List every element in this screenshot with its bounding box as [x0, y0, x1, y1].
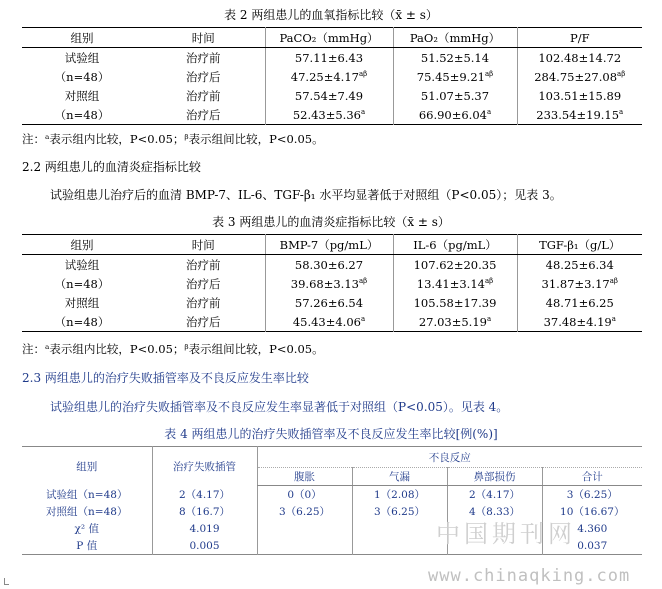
table4-cell-total-value: 0.037 [577, 539, 608, 552]
table4-header-total: 合计 [542, 468, 642, 486]
table4-cell-label-value: χ² 值 [74, 523, 99, 535]
table3-cell-col1-significance-mark: a [360, 314, 366, 323]
table2-cell-col1-value: 57.54±7.49 [294, 88, 364, 103]
table2-cell-col2 [393, 67, 517, 86]
table2 [22, 27, 642, 125]
table2-cell-col3-value: 284.75±27.08 [534, 69, 618, 84]
table3-cell-col1 [265, 255, 393, 275]
table3-row [22, 274, 642, 293]
table3-cell-col3-value: 37.48±4.19 [543, 314, 612, 329]
table2-row [22, 86, 642, 105]
table2-cell-time-value: 治疗后 [186, 69, 221, 84]
table2-cell-col1-value: 57.11±6.43 [294, 50, 364, 65]
table2-cell-col2-value: 51.07±5.37 [420, 88, 490, 103]
table4-header-row [22, 447, 642, 468]
table3-cell-col1-significance-mark: aβ [358, 276, 368, 285]
table3-cell-col2-value: 105.58±17.39 [413, 295, 497, 310]
table4-cell-nasal-injury-value: 2（4.17） [468, 489, 521, 501]
table3-cell-col2 [393, 255, 517, 275]
table4-cell-fail-value: 4.019 [189, 522, 220, 535]
table3-cell-group-value: （n=48） [54, 276, 110, 291]
table3-cell-time [142, 293, 265, 312]
table2-note: 注：ᵃ表示组内比较，P<0.05；ᵝ表示组间比较，P<0.05。 [22, 132, 324, 146]
table2-cell-col1-significance-mark: aβ [358, 69, 368, 78]
table3-cell-col2-value: 107.62±20.35 [413, 257, 497, 272]
table3-cell-col2-value: 13.41±3.14 [416, 276, 485, 291]
table4-header-air-leak: 气漏 [352, 468, 447, 486]
table4-cell-air-leak-value: 1（2.08） [373, 489, 426, 501]
table4-cell-nasal-injury-value: 4（8.33） [468, 506, 521, 518]
table3-cell-col3-value: 48.71±6.25 [545, 295, 614, 310]
table4-cell-total-value: 3（6.25） [566, 489, 618, 501]
table3-cell-col3-value: 48.25±6.34 [545, 257, 614, 272]
table3-cell-time [142, 274, 265, 293]
table3-cell-col2 [393, 274, 517, 293]
corner-mark [4, 578, 9, 585]
table3-cell-time-value: 治疗前 [186, 295, 221, 310]
table4-cell-bloating [257, 486, 352, 504]
watermark-cn: 中国期刊网 [436, 520, 576, 548]
table2-cell-group [22, 48, 142, 68]
table2-cell-group-value: 对照组 [64, 88, 100, 103]
table2-row [22, 48, 642, 68]
table4-cell-total-value: 10（16.67） [560, 506, 625, 518]
table2-cell-col2 [393, 105, 517, 125]
table3-cell-col3 [517, 312, 642, 332]
table4-cell-fail [152, 537, 257, 555]
table2-cell-col1-value: 47.25±4.17 [290, 69, 359, 84]
table3-cell-col3 [517, 255, 642, 275]
watermark-url: www.chinaqking.com [428, 566, 631, 586]
table4-cell-nasal-injury [447, 486, 542, 504]
table4-cell-bloating [257, 503, 352, 520]
table3-cell-col3 [517, 274, 642, 293]
table3-row [22, 312, 642, 332]
table3-cell-time-value: 治疗后 [186, 314, 221, 329]
table2-cell-col1 [265, 67, 393, 86]
table2-cell-col1 [265, 48, 393, 68]
table2-cell-col3 [517, 67, 642, 86]
table2-cell-col2 [393, 48, 517, 68]
table4-cell-label [22, 486, 152, 504]
table2-cell-group [22, 86, 142, 105]
table3-header-tgf: TGF-β₁（g/L） [517, 235, 642, 255]
table4-cell-fail [152, 520, 257, 537]
table2-cell-col2-significance-mark: aβ [484, 69, 494, 78]
table2-cell-group [22, 105, 142, 125]
table3-cell-col2-significance-mark: aβ [484, 276, 494, 285]
table2-row [22, 67, 642, 86]
table3-cell-col1-value: 57.26±6.54 [294, 295, 364, 310]
table3-cell-time [142, 255, 265, 275]
table2-cell-col2-value: 66.90±6.04 [418, 107, 487, 122]
table3-cell-time-value: 治疗前 [186, 257, 221, 272]
table3-cell-col3-value: 31.87±3.17 [541, 276, 610, 291]
table3-cell-group [22, 293, 142, 312]
table2-cell-time [142, 67, 265, 86]
table3-cell-time-value: 治疗后 [186, 276, 221, 291]
table3-cell-col1 [265, 312, 393, 332]
table2-header-pao2: PaO₂（mmHg） [393, 28, 517, 48]
table3-cell-col3-significance-mark: aβ [609, 276, 618, 285]
table2-caption: 表 2 两组患儿的血氧指标比较（x̄ ± s） [224, 8, 438, 22]
table3-cell-group-value: （n=48） [54, 314, 110, 329]
table4-caption: 表 4 两组患儿的治疗失败插管率及不良反应发生率比较[例(%)] [164, 427, 498, 441]
table3-cell-group [22, 274, 142, 293]
table4-cell-bloating [257, 520, 352, 537]
table2-cell-time [142, 48, 265, 68]
table3-cell-group-value: 试验组 [64, 257, 100, 272]
table2-cell-time-value: 治疗前 [186, 50, 221, 65]
table2-cell-col3 [517, 86, 642, 105]
table4-header-bloating: 腹胀 [257, 468, 352, 486]
table4-cell-bloating-value: 0（0） [287, 489, 322, 501]
table2-row [22, 105, 642, 125]
table4-cell-air-leak [352, 503, 447, 520]
table3-cell-col2-significance-mark: a [486, 314, 492, 323]
section-2-2-heading: 2.2 两组患儿的血清炎症指标比较 [22, 160, 201, 174]
table4-cell-label [22, 503, 152, 520]
table2-cell-group-value: （n=48） [54, 107, 110, 122]
table3-cell-time [142, 312, 265, 332]
table2-header-row [22, 28, 642, 48]
table3-header-row [22, 235, 642, 255]
table3-cell-group-value: 对照组 [64, 295, 100, 310]
table4-cell-label [22, 537, 152, 555]
table4-cell-label-value: 对照组（n=48） [46, 506, 128, 518]
table3-cell-col1 [265, 293, 393, 312]
table4-cell-total-value: 4.360 [577, 522, 608, 535]
table3-cell-group [22, 255, 142, 275]
table3-cell-col3-significance-mark: a [611, 314, 616, 323]
table3-row [22, 255, 642, 275]
table4-cell-bloating [257, 537, 352, 555]
table2-cell-col3-value: 103.51±15.89 [538, 88, 622, 103]
table2-cell-col1-value: 52.43±5.36 [292, 107, 361, 122]
table2-cell-group-value: （n=48） [54, 69, 110, 84]
table2-cell-col2-significance-mark: a [486, 107, 492, 116]
table3-cell-col3 [517, 293, 642, 312]
table3-cell-col1 [265, 274, 393, 293]
table2-cell-col2-value: 51.52±5.14 [420, 50, 490, 65]
table2-cell-col3-significance-mark: aβ [617, 69, 626, 78]
table4-cell-air-leak [352, 486, 447, 504]
table4-cell-label [22, 520, 152, 537]
table3-cell-col1-value: 39.68±3.13 [290, 276, 359, 291]
table4-header-fail: 治疗失败插管 [152, 447, 257, 486]
table2-cell-time-value: 治疗前 [186, 88, 221, 103]
table3-cell-col2 [393, 312, 517, 332]
table2-cell-col1 [265, 86, 393, 105]
table2-cell-time [142, 105, 265, 125]
table3-header-time: 时间 [142, 235, 265, 255]
table4-cell-air-leak [352, 537, 447, 555]
table4-cell-bloating-value: 3（6.25） [278, 506, 331, 518]
table2-cell-col2-value: 75.45±9.21 [416, 69, 485, 84]
table3-row [22, 293, 642, 312]
table4-cell-fail-value: 8（16.7） [178, 506, 231, 518]
table2-cell-col3 [517, 105, 642, 125]
table3-header-il6: IL-6（pg/mL） [393, 235, 517, 255]
table4-header-nasal-injury: 鼻部损伤 [447, 468, 542, 486]
table2-cell-col1 [265, 105, 393, 125]
table3-cell-group [22, 312, 142, 332]
table4-cell-fail-value: 2（4.17） [178, 488, 231, 501]
table3 [22, 234, 642, 332]
table4-row [22, 486, 642, 504]
table2-header-group: 组别 [22, 28, 142, 48]
table2-cell-time [142, 86, 265, 105]
table4-cell-total [542, 486, 642, 504]
table4-header-group: 组别 [76, 460, 98, 473]
table2-cell-col2 [393, 86, 517, 105]
table3-caption: 表 3 两组患儿的血清炎症指标比较（x̄ ± s） [212, 215, 450, 229]
table4-cell-fail-value: 0.005 [189, 539, 220, 552]
table4-header-adverse: 不良反应 [257, 447, 642, 468]
table3-cell-col1-value: 45.43±4.06 [292, 314, 361, 329]
table2-cell-time-value: 治疗后 [186, 107, 221, 122]
table4-cell-label-value: 试验组（n=48） [46, 488, 128, 501]
table2-cell-col1-significance-mark: a [360, 107, 366, 116]
table4-cell-fail [152, 486, 257, 504]
table2-cell-col3-value: 102.48±14.72 [538, 50, 622, 65]
table3-cell-col2 [393, 293, 517, 312]
table4-cell-fail [152, 503, 257, 520]
table2-header-pf: P/F [517, 28, 642, 48]
table2-cell-col3-value: 233.54±19.15 [536, 107, 620, 122]
table2-header-time: 时间 [142, 28, 265, 48]
section-2-3-heading: 2.3 两组患儿的治疗失败插管率及不良反应发生率比较 [22, 371, 309, 385]
table3-header-group: 组别 [22, 235, 142, 255]
table3-header-bmp7: BMP-7（pg/mL） [265, 235, 393, 255]
table2-cell-col3 [517, 48, 642, 68]
table3-note: 注：ᵃ表示组内比较，P<0.05；ᵝ表示组间比较，P<0.05。 [22, 342, 324, 356]
table4-cell-label-value: P 值 [76, 540, 98, 552]
section-2-3-text: 试验组患儿的治疗失败插管率及不良反应发生率显著低于对照组（P<0.05）。见表 4。 [50, 400, 509, 414]
table3-cell-col2-value: 27.03±5.19 [418, 314, 487, 329]
table4-cell-air-leak [352, 520, 447, 537]
table2-cell-col3-significance-mark: a [619, 107, 624, 116]
table2-cell-group-value: 试验组 [64, 50, 100, 65]
table2-cell-group [22, 67, 142, 86]
table4-cell-air-leak-value: 3（6.25） [373, 506, 426, 518]
table3-cell-col1-value: 58.30±6.27 [294, 257, 364, 272]
table2-header-paco2: PaCO₂（mmHg） [265, 28, 393, 48]
section-2-2-text: 试验组患儿治疗后的血清 BMP-7、IL-6、TGF-β₁ 水平均显著低于对照组（P<0.05）；见表 3。 [50, 188, 562, 202]
